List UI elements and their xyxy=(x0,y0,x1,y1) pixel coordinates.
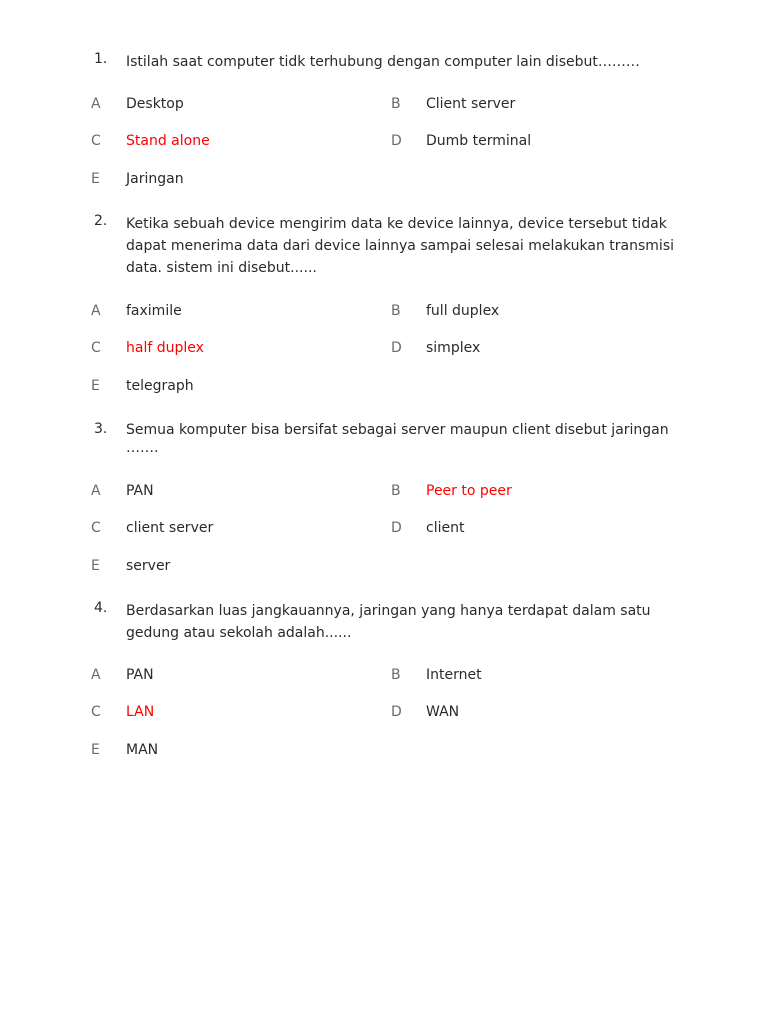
option-e: MAN xyxy=(126,742,159,758)
question-text: Berdasarkan luas jangkauannya, jaringan yang hanya terdapat dalam satu gedung atau sekolah adalah...... xyxy=(126,603,651,641)
option-letter-b: B xyxy=(391,667,401,683)
option-letter-b: B xyxy=(391,303,401,319)
option-b: Internet xyxy=(426,667,482,683)
option-letter-d: D xyxy=(391,133,402,149)
option-letter-c: C xyxy=(91,340,101,356)
option-c: client server xyxy=(126,520,214,536)
question-text: Istilah saat computer tidk terhubung dengan computer lain disebut……… xyxy=(126,54,640,70)
question-number: 3. xyxy=(94,421,108,437)
option-letter-b: B xyxy=(391,96,401,112)
option-letter-e: E xyxy=(91,742,100,758)
option-d: WAN xyxy=(426,704,460,720)
option-e: server xyxy=(126,558,171,574)
option-letter-d: D xyxy=(391,340,402,356)
question-text: Ketika sebuah device mengirim data ke device lainnya, device tersebut tidak dapat menerima data dari device lainnya sampai selesai melakukan transmisi data. sistem ini disebut...... xyxy=(126,216,674,276)
option-b-correct: Peer to peer xyxy=(426,483,512,499)
option-e: telegraph xyxy=(126,378,194,394)
option-letter-e: E xyxy=(91,171,100,187)
option-a: PAN xyxy=(126,483,154,499)
option-letter-b: B xyxy=(391,483,401,499)
option-d: Dumb terminal xyxy=(426,133,532,149)
option-letter-a: A xyxy=(91,96,101,112)
option-letter-c: C xyxy=(91,520,101,536)
option-letter-d: D xyxy=(391,704,402,720)
option-c-correct: LAN xyxy=(126,704,155,720)
question-number: 4. xyxy=(94,600,108,616)
option-letter-a: A xyxy=(91,483,101,499)
option-c-correct: half duplex xyxy=(126,340,204,356)
option-letter-d: D xyxy=(391,520,402,536)
question-text: Semua komputer bisa bersifat sebagai server maupun client disebut jaringan ……. xyxy=(126,422,669,456)
option-a: faximile xyxy=(126,303,182,319)
option-letter-a: A xyxy=(91,303,101,319)
option-letter-a: A xyxy=(91,667,101,683)
option-c-correct: Stand alone xyxy=(126,133,210,149)
option-letter-e: E xyxy=(91,378,100,394)
option-a: PAN xyxy=(126,667,154,683)
option-letter-c: C xyxy=(91,133,101,149)
option-letter-e: E xyxy=(91,558,100,574)
option-e: Jaringan xyxy=(126,171,184,187)
question-number: 2. xyxy=(94,213,108,229)
question-number: 1. xyxy=(94,51,108,67)
option-d: client xyxy=(426,520,465,536)
option-letter-c: C xyxy=(91,704,101,720)
option-b: full duplex xyxy=(426,303,500,319)
option-a: Desktop xyxy=(126,96,184,112)
option-d: simplex xyxy=(426,340,481,356)
option-b: Client server xyxy=(426,96,516,112)
